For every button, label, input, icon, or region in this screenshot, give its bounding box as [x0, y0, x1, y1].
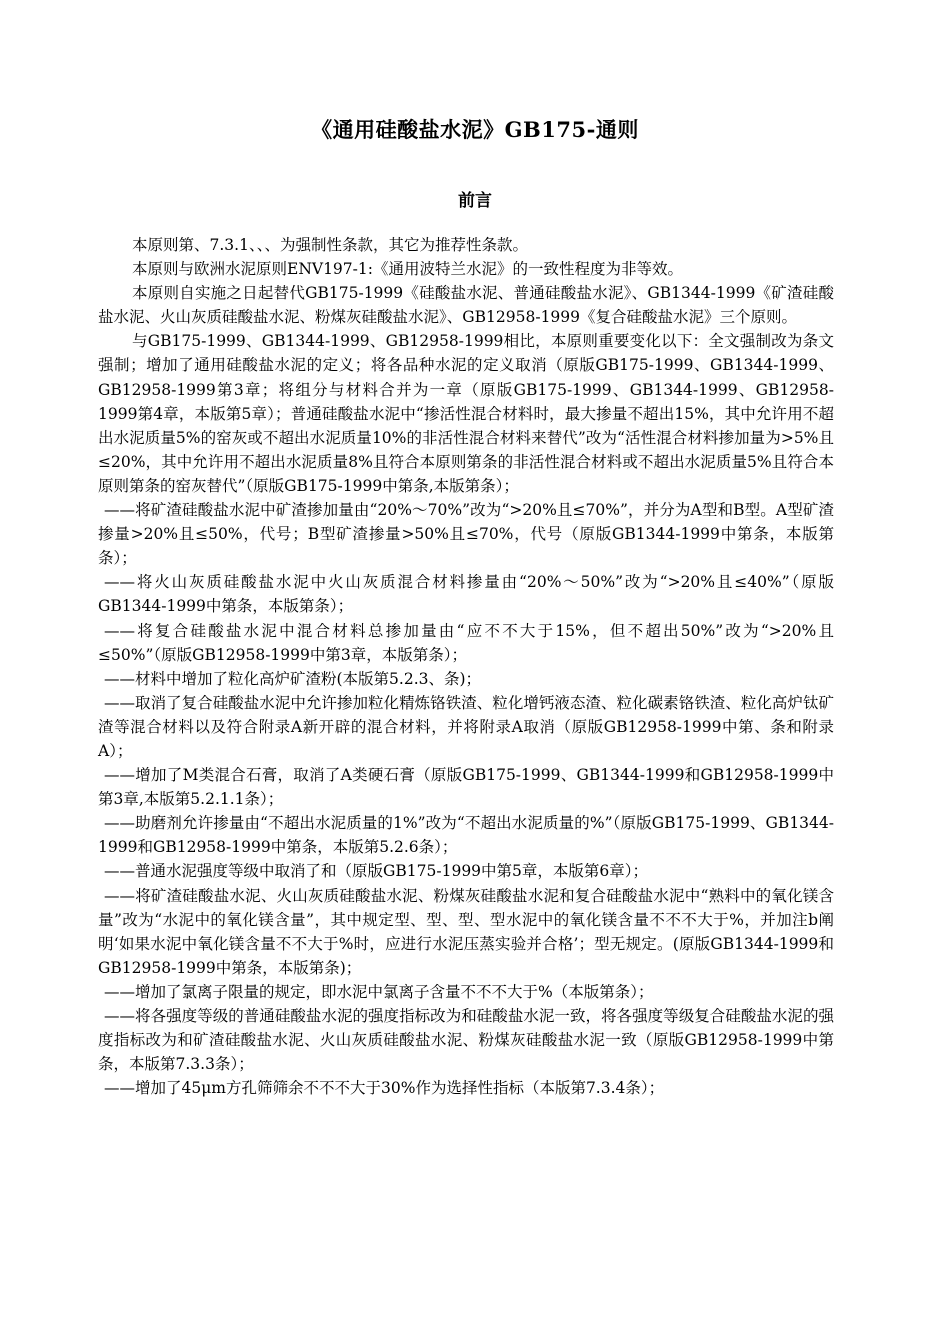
document-title: 《通用硅酸盐水泥》GB175-通则 [311, 117, 639, 142]
paragraph-replacement: 本原则自实施之日起替代GB175-1999《硅酸盐水泥、普通硅酸盐水泥》、GB1344-1999《矿渣硅酸盐水泥、火山灰质硅酸盐水泥、粉煤灰硅酸盐水泥》、GB12958-1999《复合硅酸盐水泥》三个原则。 [98, 284, 834, 327]
change-item: ——将矿渣硅酸盐水泥中矿渣掺加量由“20%～70%”改为“>20%且≤70%”，并分为A型和B型。A型矿渣掺量>20%且≤50%，代号；B型矿渣掺量>50%且≤70%，代号（原版GB1344-1999中第条，本版第条）； [98, 501, 834, 568]
change-item: ——增加了氯离子限量的规定，即水泥中氯离子含量不不不大于%（本版第条）； [104, 982, 654, 1001]
change-item: ——将火山灰质硅酸盐水泥中火山灰质混合材料掺量由“20%～50%”改为“>20%且≤40%”（原版GB1344-1999中第条，本版第条）； [98, 573, 834, 616]
paragraph-main-changes: 与GB175-1999、GB1344-1999、GB12958-1999相比，本原则重要变化以下：全文强制改为条文强制；增加了通用硅酸盐水泥的定义；将各品种水泥的定义取消（原版GB175-1999、GB1344-1999、GB12958-1999第3章；将组分与材料合并为一章（原版GB175-1999、GB1344-1999、GB12958-1999第4章，本版第5章）；普通硅酸盐水泥中“掺活性混合材料时，最大掺量不超出15%，其中允许用不超出水泥质量5%的窑灰或不超出水泥质量10%的非活性混合材料来替代”改为“活性混合材料掺加量为>5%且≤20%，其中允许用不超出水泥质量8%且符合本原则第条的非活性混合材料或不超出水泥质量5%且符合本原则第条的窑灰替代”（原版GB175-1999中第条,本版第条）； [98, 332, 834, 495]
change-item: ——将矿渣硅酸盐水泥、火山灰质硅酸盐水泥、粉煤灰硅酸盐水泥和复合硅酸盐水泥中“熟料中的氧化镁含量”改为“水泥中的氧化镁含量”，其中规定型、型、型、型水泥中的氧化镁含量不不不大于%，并加注b阐明‘如果水泥中氧化镁含量不不大于%时，应进行水泥压蒸实验并合格’；型无规定。(原版GB1344-1999和GB12958-1999中第条，本版第条)； [98, 886, 834, 977]
change-item: ——将各强度等级的普通硅酸盐水泥的强度指标改为和硅酸盐水泥一致，将各强度等级复合硅酸盐水泥的强度指标改为和矿渣硅酸盐水泥、火山灰质硅酸盐水泥、粉煤灰硅酸盐水泥一致（原版GB12958-1999中第条，本版第7.3.3条）； [98, 1007, 834, 1074]
document-body [98, 233, 834, 1100]
change-item: ——普通水泥强度等级中取消了和（原版GB175-1999中第5章，本版第6章）； [104, 862, 649, 881]
preface-heading: 前言 [458, 191, 492, 211]
change-item: ——材料中增加了粒化高炉矿渣粉(本版第5.2.3、条)； [104, 669, 482, 688]
change-item: ——增加了M类混合石膏，取消了A类硬石膏（原版GB175-1999、GB1344-1999和GB12958-1999中第3章,本版第5.2.1.1条）； [98, 766, 834, 809]
paragraph-mandatory-clauses: 本原则第、7.3.1、、、为强制性条款，其它为推荐性条款。 [132, 236, 528, 254]
change-item: ——增加了45μm方孔筛筛余不不不大于30%作为选择性指标（本版第7.3.4条）； [104, 1079, 665, 1098]
change-item: ——助磨剂允许掺量由“不超出水泥质量的1%”改为“不超出水泥质量的%”（原版GB175-1999、GB1344-1999和GB12958-1999中第条，本版第5.2.6条）； [98, 814, 834, 857]
paragraph-consistency: 本原则与欧洲水泥原则ENV197-1:《通用波特兰水泥》的一致性程度为非等效。 [132, 260, 683, 279]
change-item: ——将复合硅酸盐水泥中混合材料总掺加量由“应不不大于15%，但不超出50%”改为“>20%且≤50%”（原版GB12958-1999中第3章，本版第条）； [98, 621, 834, 664]
change-item: ——取消了复合硅酸盐水泥中允许掺加粒化精炼铬铁渣、粒化增钙液态渣、粒化碳素铬铁渣、粒化高炉钛矿渣等混合材料以及符合附录A新开辟的混合材料，并将附录A取消（原版GB12958-1999中第、条和附录A）； [98, 693, 834, 760]
